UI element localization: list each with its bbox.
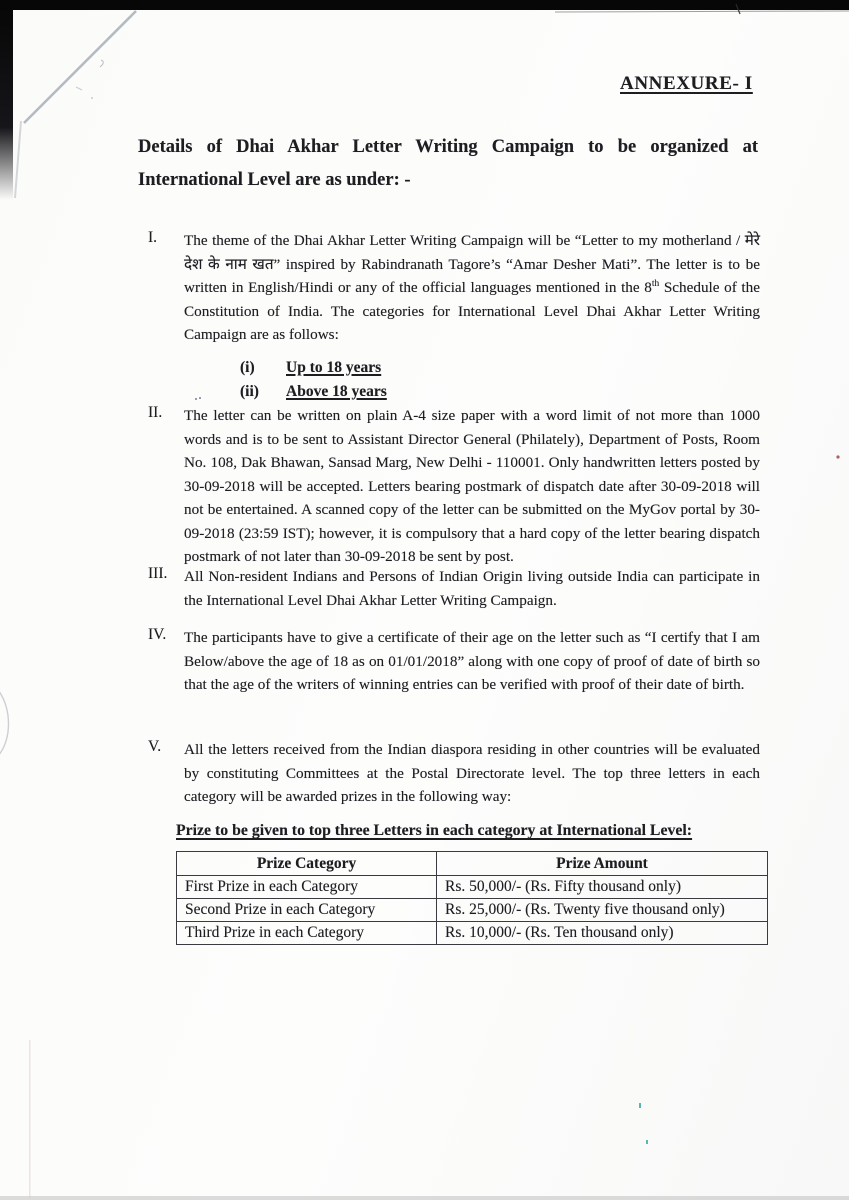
list-item-4 — [148, 626, 760, 697]
document-title — [138, 131, 758, 197]
list-item-1-body — [184, 229, 760, 405]
table-row — [177, 922, 768, 945]
list-item-4-numeral: IV. — [148, 626, 167, 643]
subitem-i-label: (i) — [240, 358, 255, 376]
list-item-3-text: All Non-resident Indians and Persons of Indian Origin living outside India can participate in the International Level Dhai Akhar Letter Writing Campaign. — [184, 568, 760, 609]
prize-amount-cell: Rs. 25,000/- (Rs. Twenty five thousand only) — [437, 899, 768, 922]
list-item-5-numeral: V. — [148, 738, 162, 755]
list-item-3-numeral: III. — [148, 565, 168, 582]
prize-category-header: Prize Category — [177, 852, 437, 876]
subitem-ii-label: (ii) — [240, 383, 259, 400]
document-title-line1: Details of Dhai Akhar Letter Writing Campaign to be organized at — [138, 137, 758, 157]
annexure-label: ANNEXURE- I — [620, 73, 753, 94]
list-item-1-text: The theme of the Dhai Akhar Letter Writing Campaign will be “Letter to my motherland / मेरे देश के नाम खत” inspired by Rabindranath Tagore’s “Amar Desher Mati”. The letter is to be written in English/Hindi or any of the official languages mentioned in the 8 — [184, 232, 760, 296]
prize-amount-cell: Rs. 50,000/- (Rs. Fifty thousand only) — [437, 876, 768, 899]
prize-table-heading: Prize to be given to top three Letters in each category at International Level: — [176, 822, 693, 839]
table-row — [177, 876, 768, 899]
table-row — [177, 899, 768, 922]
list-item-2-text: The letter can be written on plain A-4 size paper with a word limit of not more than 1000 words and is to be sent to Assistant Director General (Philately), Department of Posts, Room No. 108, Dak Bhawan, Sansad Marg, New Delhi - 110001. Only handwritten letters posted by 30-09-2018 will be accepted. Letters bearing postmark of dispatch date after 30-09-2018 will not be entertained. A scanned copy of the letter can be submitted on the MyGov portal by 30-09-2018 (23:59 IST); however, it is compulsory that a hard copy of the letter bearing dispatch postmark of not later than 30-09-2018 be sent by post. — [184, 407, 760, 565]
prize-category-cell: First Prize in each Category — [177, 876, 437, 899]
prize-table — [176, 851, 768, 945]
list-item-1-text-cont: Schedule of the Constitution of India. The categories for International Level Dhai Akhar Letter Writing Campaign are as follows: — [184, 279, 760, 343]
subitem-ii-text: Above 18 years — [286, 383, 387, 400]
list-item-1 — [148, 229, 760, 405]
list-item-3 — [148, 565, 760, 612]
list-item-1-numeral: I. — [148, 229, 158, 246]
prize-category-cell: Third Prize in each Category — [177, 922, 437, 945]
prize-category-cell: Second Prize in each Category — [177, 899, 437, 922]
subitem-i-text: Up to 18 years — [286, 358, 382, 376]
document-title-line2: International Level are as under: - — [138, 170, 411, 190]
list-item-5 — [148, 738, 760, 809]
prize-amount-header: Prize Amount — [437, 852, 768, 876]
list-item-1-paragraph — [184, 229, 760, 347]
subitem-i — [184, 356, 760, 381]
ordinal-superscript: th — [651, 278, 660, 289]
prize-table-header-row — [177, 852, 768, 876]
list-item-5-text: All the letters received from the Indian diaspora residing in other countries will be evaluated by constituting Committees at the Postal Directorate level. The top three letters in each category will be awarded prizes in the following way: — [184, 741, 760, 805]
category-subitems — [184, 356, 760, 405]
list-item-2-numeral: II. — [148, 404, 163, 421]
subitem-ii — [184, 380, 760, 405]
prize-amount-cell: Rs. 10,000/- (Rs. Ten thousand only) — [437, 922, 768, 945]
list-item-4-text: The participants have to give a certificate of their age on the letter such as “I certify that I am Below/above the age of 18 as on 01/01/2018” along with one copy of proof of date of birth so that the age of the writers of winning entries can be verified with proof of their date of birth. — [184, 629, 760, 693]
list-item-2 — [148, 404, 760, 569]
